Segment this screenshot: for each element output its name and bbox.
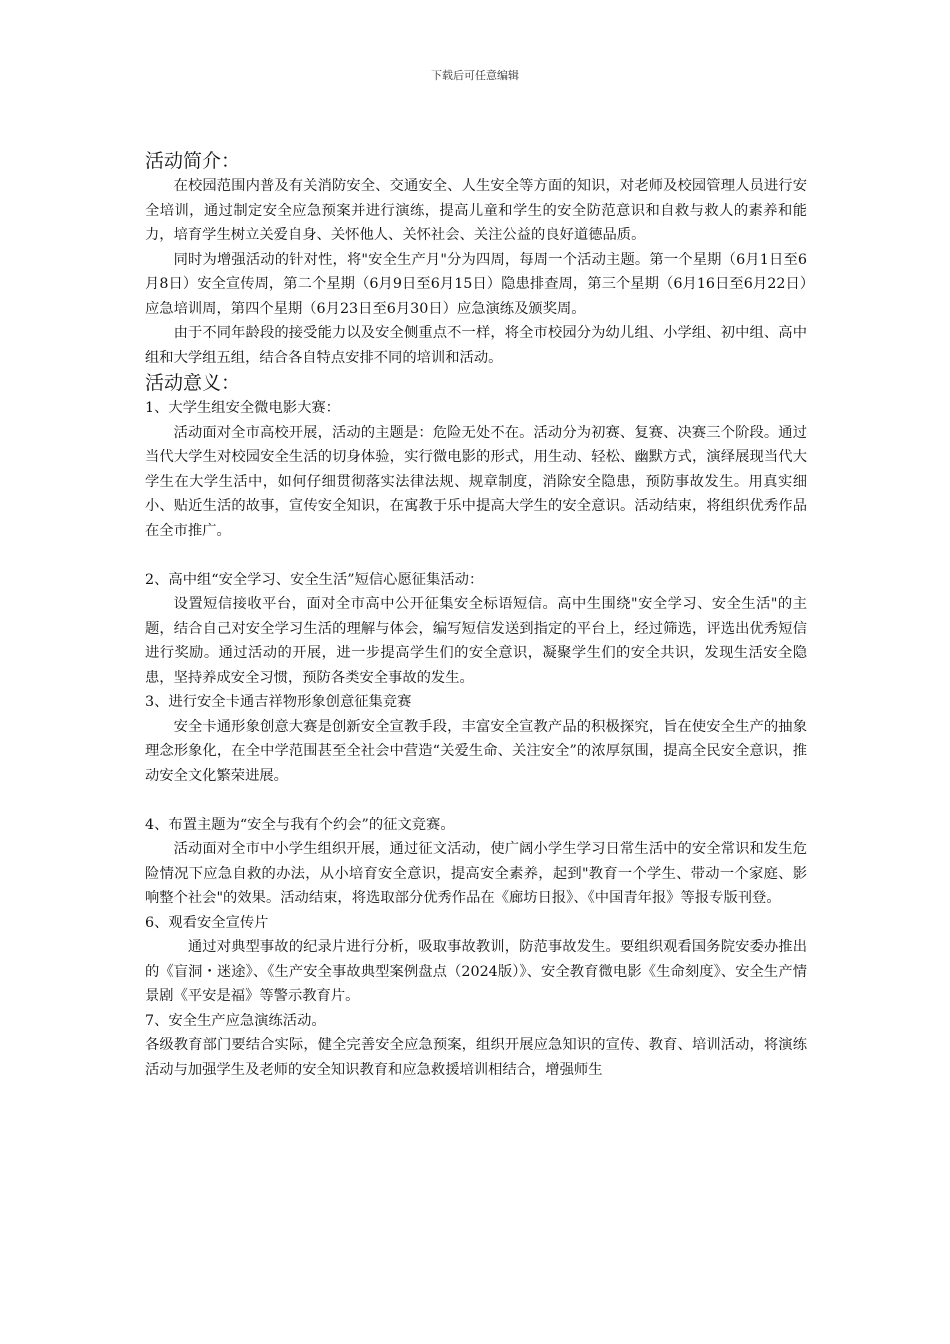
item1-title: 1、大学生组安全微电影大赛：	[145, 400, 340, 416]
intro-paragraph-3: 由于不同年龄段的接受能力以及安全侧重点不一样，将全市校园分为幼儿组、小学组、初中组、高中组和大学组五组，结合各自特点安排不同的培训和活动。	[145, 325, 807, 366]
item3-body: 安全卡通形象创意大赛是创新安全宣教手段，丰富安全宣教产品的积极探究，旨在使安全生产的抽象理念形象化，在全中学范围甚至全社会中营造“关爱生命、关注安全”的浓厚氛围，提高全民安全意识，推动安全文化繁荣进展。	[145, 718, 807, 784]
intro-paragraph-1: 在校园范围内普及有关消防安全、交通安全、人生安全等方面的知识，对老师及校园管理人员进行安全培训，通过制定安全应急预案并进行演练，提高儿童和学生的安全防范意识和自救与救人的素养和能力，培育学生树立关爱自身、关怀他人、关怀社会、关注公益的良好道德品质。	[145, 178, 807, 243]
document-body	[145, 148, 807, 1082]
spacer	[145, 788, 807, 813]
page-header: 下载后可任意编辑	[431, 69, 519, 82]
item1-body: 活动面对全市高校开展，活动的主题是：危险无处不在。活动分为初赛、复赛、决赛三个阶段。通过当代大学生对校园安全生活的切身体验，实行微电影的形式，用生动、轻松、幽默方式，演绎展现当代大学生在大学生活中，如何仔细贯彻落实法律法规、规章制度，消除安全隐患，预防事故发生。用真实细小、贴近生活的故事，宣传安全知识，在寓教于乐中提高大学生的安全意识。活动结束，将组织优秀作品在全市推广。	[145, 424, 807, 539]
item4-body: 活动面对全市中小学生组织开展，通过征文活动，使广阔小学生学习日常生活中的安全常识和发生危险情况下应急自救的办法，从小培育安全意识，提高安全素养，起到"教育一个学生、带动一个家庭、影响整个社会"的效果。活动结束，将选取部分优秀作品在《廊坊日报》、《中国青年报》等报专版刊登。	[145, 841, 807, 906]
intro-heading: 活动简介：	[145, 150, 241, 172]
item6-body: 通过对典型事故的纪录片进行分析，吸取事故教训，防范事故发生。要组织观看国务院安委办推出的《盲洞・迷途》、《生产安全事故典型案例盘点（2024版）》、安全教育微电影《生命刻度》、安全生产情景剧《平安是福》等警示教育片。	[145, 939, 807, 1004]
item7-body: 各级教育部门要结合实际，健全完善安全应急预案，组织开展应急知识的宣传、教育、培训活动，将演练活动与加强学生及老师的安全知识教育和应急救援培训相结合，增强师生	[145, 1037, 807, 1078]
item3-title: 3、进行安全卡通吉祥物形象创意征集竞赛	[145, 694, 412, 710]
item6-title: 6、观看安全宣传片	[145, 914, 269, 931]
intro-paragraph-2: 同时为增强活动的针对性，将"安全生产月"分为四周，每周一个活动主题。第一个星期（6月1日至6月8日）安全宣传周，第二个星期（6月9日至6月15日）隐患排查周，第三个星期（6月16日至6月22日）应急培训周，第四个星期（6月23日至6月30日）应急演练及颁奖周。	[145, 251, 807, 317]
spacer	[145, 543, 807, 568]
item2-title: 2、高中组“安全学习、安全生活”短信心愿征集活动：	[145, 571, 484, 588]
item4-title: 4、布置主题为“安全与我有个约会”的征文竞赛。	[145, 816, 455, 833]
item2-body: 设置短信接收平台，面对全市高中公开征集安全标语短信。高中生围绕"安全学习、安全生活"的主题，结合自己对安全学习生活的理解与体会，编写短信发送到指定的平台上，经过筛选，评选出优秀短信进行奖励。通过活动的开展，进一步提高学生们的安全意识，凝聚学生们的安全共识，发现生活安全隐患，坚持养成安全习惯，预防各类安全事故的发生。	[145, 596, 807, 686]
item7-title: 7、安全生产应急演练活动。	[145, 1012, 326, 1029]
meaning-heading: 活动意义：	[145, 372, 241, 394]
